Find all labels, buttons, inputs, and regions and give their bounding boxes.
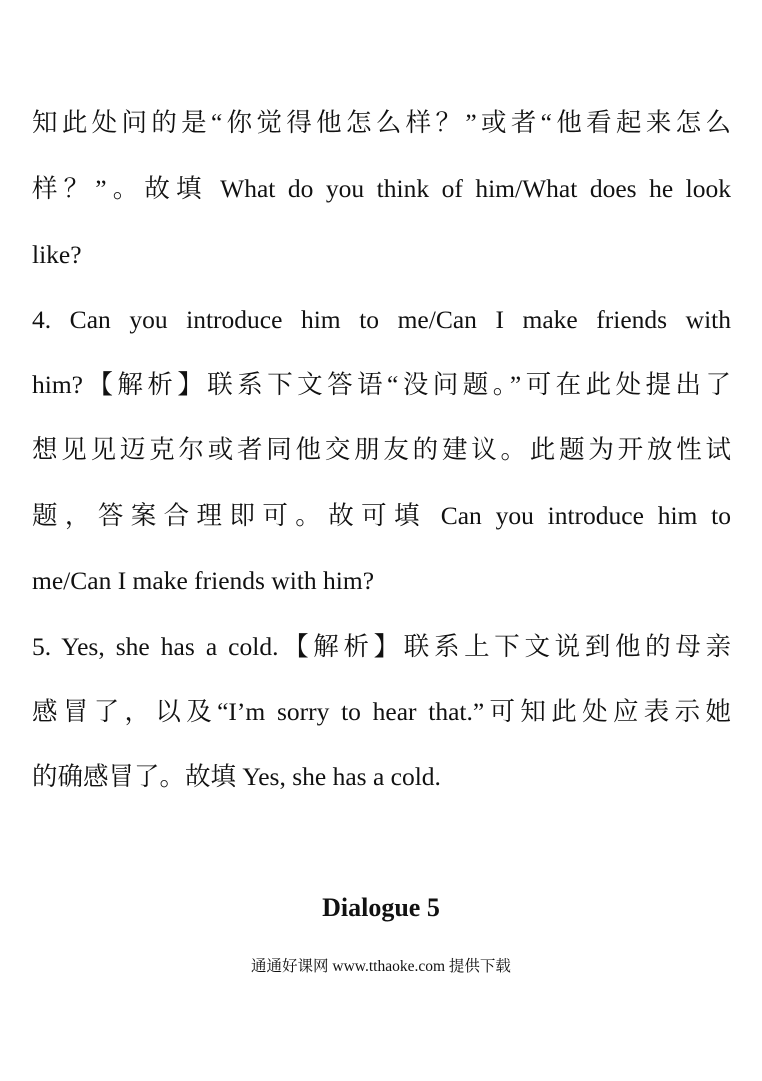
- text-line: 的确感冒了。故填 Yes, she has a cold.: [32, 762, 441, 791]
- text-line: 4. Can you introduce him to me/Can I make friends with: [32, 305, 731, 334]
- text-line: 想见见迈克尔或者同他交朋友的建议。此题为开放性试: [32, 435, 731, 464]
- text-line: 知此处问的是“你觉得他怎么样？”或者“他看起来怎么: [32, 108, 731, 137]
- text-line: 5. Yes, she has a cold.【解析】联系上下文说到他的母亲: [32, 632, 731, 661]
- text-line: like?: [32, 240, 82, 269]
- text-line: me/Can I make friends with him?: [32, 566, 375, 595]
- text-line: him?【解析】联系下文答语“没问题。”可在此处提出了: [32, 370, 731, 399]
- section-heading: Dialogue 5: [322, 893, 440, 922]
- text-line: 题，答案合理即可。故可填 Can you introduce him to: [32, 501, 731, 530]
- page-footer: 通通好课网 www.tthaoke.com 提供下载: [251, 958, 511, 975]
- text-line: 感冒了，以及“I’m sorry to hear that.”可知此处应表示她: [32, 697, 731, 726]
- text-line: 样？”。故填 What do you think of him/What does he look: [32, 174, 731, 203]
